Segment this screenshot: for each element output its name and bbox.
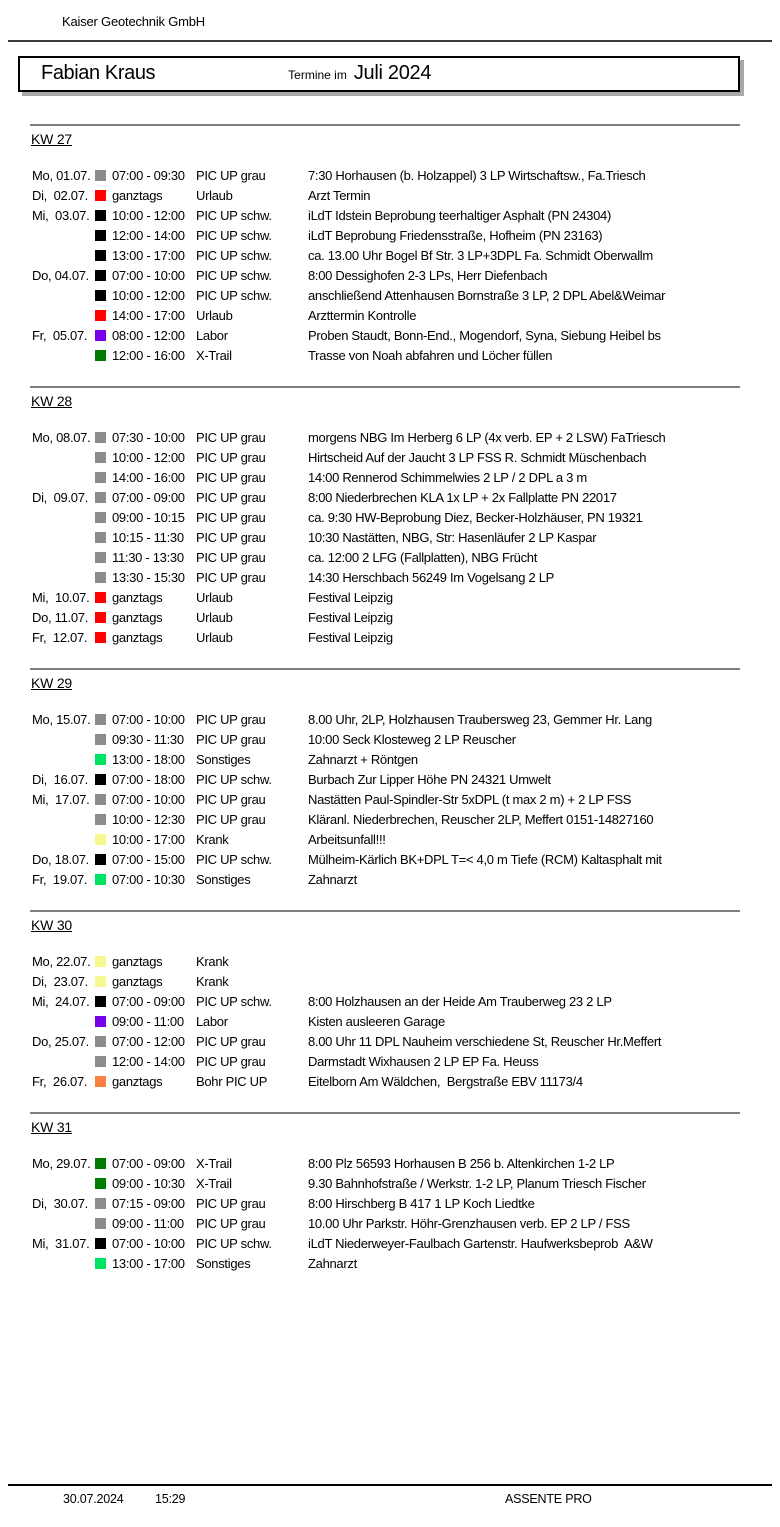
appointment-day: Di, 30.07. xyxy=(32,1196,88,1211)
appointment-row xyxy=(0,166,780,186)
footer-date: 30.07.2024 xyxy=(63,1492,124,1506)
appointment-time: 09:00 - 11:00 xyxy=(112,1014,184,1029)
appointment-time: ganztags xyxy=(112,590,163,605)
appointment-category: Labor xyxy=(196,328,228,343)
appointment-time: 07:30 - 10:00 xyxy=(112,430,185,445)
category-color-marker xyxy=(95,512,106,523)
appointment-category: X-Trail xyxy=(196,348,232,363)
category-color-marker xyxy=(95,834,106,845)
category-color-marker xyxy=(95,1198,106,1209)
appointment-category: Krank xyxy=(196,832,229,847)
appointment-time: ganztags xyxy=(112,188,163,203)
category-color-marker xyxy=(95,310,106,321)
appointment-time: 09:00 - 10:30 xyxy=(112,1176,185,1191)
appointment-day: Fr, 12.07. xyxy=(32,630,88,645)
appointment-category: PIC UP grau xyxy=(196,1034,266,1049)
appointment-time: 09:00 - 10:15 xyxy=(112,510,185,525)
category-color-marker xyxy=(95,250,106,261)
week-rule xyxy=(30,124,740,126)
appointment-row xyxy=(0,306,780,326)
appointment-day: Mi, 24.07. xyxy=(32,994,90,1009)
appointment-day: Do, 18.07. xyxy=(32,852,89,867)
appointment-description: ca. 13.00 Uhr Bogel Bf Str. 3 LP+3DPL Fa. Schmidt Oberwallm xyxy=(308,248,653,263)
appointment-row xyxy=(0,710,780,730)
category-color-marker xyxy=(95,1238,106,1249)
appointment-category: PIC UP grau xyxy=(196,530,266,545)
category-color-marker xyxy=(95,210,106,221)
appointment-category: PIC UP grau xyxy=(196,430,266,445)
appointment-day: Mo, 22.07. xyxy=(32,954,91,969)
appointment-time: 07:00 - 10:00 xyxy=(112,792,185,807)
category-color-marker xyxy=(95,432,106,443)
appointment-day: Mi, 03.07. xyxy=(32,208,90,223)
appointment-category: PIC UP schw. xyxy=(196,772,272,787)
appointment-day: Di, 02.07. xyxy=(32,188,88,203)
appointment-time: 13:00 - 18:00 xyxy=(112,752,185,767)
appointment-time: 12:00 - 16:00 xyxy=(112,348,185,363)
company-name: Kaiser Geotechnik GmbH xyxy=(62,14,205,29)
appointment-description: Kläranl. Niederbrechen, Reuscher 2LP, Meffert 0151-14827160 xyxy=(308,812,654,827)
appointment-row xyxy=(0,286,780,306)
appointment-row xyxy=(0,972,780,992)
category-color-marker xyxy=(95,976,106,987)
appointment-category: Sonstiges xyxy=(196,872,251,887)
week-section xyxy=(0,386,780,648)
appointment-row xyxy=(0,568,780,588)
footer-rule xyxy=(8,1484,772,1486)
week-rows xyxy=(0,952,780,1092)
category-color-marker xyxy=(95,632,106,643)
week-label: KW 30 xyxy=(31,917,73,933)
appointment-description: iLdT Beprobung Friedensstraße, Hofheim (PN 23163) xyxy=(308,228,603,243)
appointment-category: PIC UP schw. xyxy=(196,248,272,263)
appointment-row xyxy=(0,1174,780,1194)
week-section xyxy=(0,910,780,1092)
appointment-day: Do, 25.07. xyxy=(32,1034,89,1049)
appointment-description: Zahnarzt + Röntgen xyxy=(308,752,418,767)
appointment-description: Arzt Termin xyxy=(308,188,371,203)
appointment-day: Do, 04.07. xyxy=(32,268,89,283)
title-prefix: Termine im xyxy=(288,68,347,82)
week-rule xyxy=(30,386,740,388)
appointment-day: Mi, 17.07. xyxy=(32,792,90,807)
appointment-day: Mi, 31.07. xyxy=(32,1236,90,1251)
appointment-description: Mülheim-Kärlich BK+DPL T=< 4,0 m Tiefe (RCM) Kaltasphalt mit xyxy=(308,852,662,867)
appointment-time: 07:00 - 18:00 xyxy=(112,772,185,787)
week-section xyxy=(0,124,780,366)
appointment-day: Do, 11.07. xyxy=(32,610,89,625)
appointment-description: Arzttermin Kontrolle xyxy=(308,308,417,323)
category-color-marker xyxy=(95,472,106,483)
appointment-row xyxy=(0,1032,780,1052)
appointment-description: 8:00 Hirschberg B 417 1 LP Koch Liedtke xyxy=(308,1196,535,1211)
appointment-description: ca. 9:30 HW-Beprobung Diez, Becker-Holzhäuser, PN 19321 xyxy=(308,510,643,525)
appointment-time: 07:00 - 10:00 xyxy=(112,712,185,727)
appointment-category: PIC UP grau xyxy=(196,1054,266,1069)
appointment-day: Mo, 01.07. xyxy=(32,168,91,183)
appointment-row xyxy=(0,870,780,890)
appointment-description: 10:00 Seck Klosteweg 2 LP Reuscher xyxy=(308,732,516,747)
appointment-time: ganztags xyxy=(112,630,163,645)
appointment-description: Kisten ausleeren Garage xyxy=(308,1014,445,1029)
appointment-description: Nastätten Paul-Spindler-Str 5xDPL (t max 2 m) + 2 LP FSS xyxy=(308,792,632,807)
appointment-category: Sonstiges xyxy=(196,752,251,767)
appointment-category: Urlaub xyxy=(196,610,233,625)
appointment-row xyxy=(0,468,780,488)
appointment-time: 10:00 - 12:00 xyxy=(112,288,185,303)
appointment-time: 07:00 - 09:30 xyxy=(112,168,185,183)
category-color-marker xyxy=(95,1076,106,1087)
appointment-description: 14:30 Herschbach 56249 Im Vogelsang 2 LP xyxy=(308,570,555,585)
appointment-description: Zahnarzt xyxy=(308,872,357,887)
appointment-category: PIC UP grau xyxy=(196,792,266,807)
appointment-category: X-Trail xyxy=(196,1156,232,1171)
appointment-category: PIC UP schw. xyxy=(196,852,272,867)
appointment-time: 07:00 - 10:30 xyxy=(112,872,185,887)
appointment-description: 9.30 Bahnhofstraße / Werkstr. 1-2 LP, Planum Triesch Fischer xyxy=(308,1176,646,1191)
appointment-description: Trasse von Noah abfahren und Löcher füllen xyxy=(308,348,553,363)
appointment-description: iLdT Idstein Beprobung teerhaltiger Asphalt (PN 24304) xyxy=(308,208,611,223)
category-color-marker xyxy=(95,734,106,745)
appointment-row xyxy=(0,206,780,226)
appointment-time: 07:00 - 10:00 xyxy=(112,1236,185,1251)
week-rule xyxy=(30,910,740,912)
appointment-day: Fr, 05.07. xyxy=(32,328,88,343)
appointment-category: Urlaub xyxy=(196,308,233,323)
week-section xyxy=(0,1112,780,1274)
week-label: KW 29 xyxy=(31,675,73,691)
appointment-time: 08:00 - 12:00 xyxy=(112,328,185,343)
appointment-category: PIC UP grau xyxy=(196,812,266,827)
appointment-day: Fr, 19.07. xyxy=(32,872,88,887)
appointment-time: 07:00 - 12:00 xyxy=(112,1034,185,1049)
appointment-time: 07:00 - 09:00 xyxy=(112,1156,185,1171)
appointment-category: PIC UP schw. xyxy=(196,228,272,243)
category-color-marker xyxy=(95,714,106,725)
appointment-row xyxy=(0,730,780,750)
appointment-time: 09:30 - 11:30 xyxy=(112,732,184,747)
appointment-row xyxy=(0,1194,780,1214)
category-color-marker xyxy=(95,1218,106,1229)
appointment-row xyxy=(0,952,780,972)
appointment-description: 8:00 Holzhausen an der Heide Am Trauberweg 23 2 LP xyxy=(308,994,612,1009)
appointment-description: 8.00 Uhr, 2LP, Holzhausen Traubersweg 23, Gemmer Hr. Lang xyxy=(308,712,652,727)
footer xyxy=(0,1492,780,1510)
appointment-row xyxy=(0,588,780,608)
appointment-time: 12:00 - 14:00 xyxy=(112,1054,185,1069)
appointment-row xyxy=(0,266,780,286)
appointment-row xyxy=(0,488,780,508)
appointment-time: 09:00 - 11:00 xyxy=(112,1216,184,1231)
appointment-description: 10:30 Nastätten, NBG, Str: Hasenläufer 2 LP Kaspar xyxy=(308,530,597,545)
appointment-description: Zahnarzt xyxy=(308,1256,357,1271)
appointment-description: 8.00 Uhr 11 DPL Nauheim verschiedene St, Reuscher Hr.Meffert xyxy=(308,1034,662,1049)
week-rows xyxy=(0,710,780,890)
appointment-day: Mo, 29.07. xyxy=(32,1156,91,1171)
appointment-time: 10:00 - 17:00 xyxy=(112,832,185,847)
category-color-marker xyxy=(95,592,106,603)
category-color-marker xyxy=(95,170,106,181)
appointment-row xyxy=(0,628,780,648)
appointment-time: 10:15 - 11:30 xyxy=(112,530,184,545)
category-color-marker xyxy=(95,774,106,785)
appointment-row xyxy=(0,428,780,448)
appointment-day: Di, 09.07. xyxy=(32,490,88,505)
appointment-category: PIC UP schw. xyxy=(196,268,272,283)
category-color-marker xyxy=(95,754,106,765)
appointment-row xyxy=(0,186,780,206)
week-label: KW 31 xyxy=(31,1119,73,1135)
appointment-category: Bohr PIC UP xyxy=(196,1074,268,1089)
appointment-time: 07:00 - 09:00 xyxy=(112,994,185,1009)
appointment-day: Mi, 10.07. xyxy=(32,590,90,605)
appointment-row xyxy=(0,508,780,528)
appointment-description: 10.00 Uhr Parkstr. Höhr-Grenzhausen verb. EP 2 LP / FSS xyxy=(308,1216,630,1231)
appointment-category: PIC UP schw. xyxy=(196,1236,272,1251)
appointment-description: Eitelborn Am Wäldchen, Bergstraße EBV 11173/4 xyxy=(308,1074,583,1089)
appointment-category: Krank xyxy=(196,954,229,969)
appointment-category: PIC UP grau xyxy=(196,1196,266,1211)
appointment-category: PIC UP grau xyxy=(196,570,266,585)
appointment-time: 13:30 - 15:30 xyxy=(112,570,185,585)
appointment-category: PIC UP schw. xyxy=(196,288,272,303)
appointment-row xyxy=(0,226,780,246)
category-color-marker xyxy=(95,956,106,967)
appointment-category: Krank xyxy=(196,974,229,989)
appointment-time: ganztags xyxy=(112,1074,163,1089)
appointment-time: 10:00 - 12:00 xyxy=(112,208,185,223)
appointment-time: 13:00 - 17:00 xyxy=(112,248,185,263)
header-rule xyxy=(8,40,772,42)
category-color-marker xyxy=(95,190,106,201)
appointment-category: Urlaub xyxy=(196,630,233,645)
category-color-marker xyxy=(95,874,106,885)
category-color-marker xyxy=(95,1056,106,1067)
appointment-row xyxy=(0,548,780,568)
week-rule xyxy=(30,668,740,670)
appointment-category: PIC UP grau xyxy=(196,1216,266,1231)
appointment-row xyxy=(0,448,780,468)
appointment-row xyxy=(0,346,780,366)
week-label: KW 27 xyxy=(31,131,73,147)
appointment-description: iLdT Niederweyer-Faulbach Gartenstr. Haufwerksbeprob A&W xyxy=(308,1236,653,1251)
category-color-marker xyxy=(95,1158,106,1169)
appointment-time: 07:00 - 10:00 xyxy=(112,268,185,283)
appointment-description: Festival Leipzig xyxy=(308,610,393,625)
appointment-description: 14:00 Rennerod Schimmelwies 2 LP / 2 DPL a 3 m xyxy=(308,470,587,485)
appointment-row xyxy=(0,850,780,870)
category-color-marker xyxy=(95,552,106,563)
appointment-category: Urlaub xyxy=(196,188,233,203)
category-color-marker xyxy=(95,1258,106,1269)
appointment-row xyxy=(0,790,780,810)
appointment-row xyxy=(0,1012,780,1032)
appointment-time: 07:00 - 09:00 xyxy=(112,490,185,505)
appointment-description: Proben Staudt, Bonn-End., Mogendorf, Syna, Siebung Heibel bs xyxy=(308,328,661,343)
appointment-row xyxy=(0,1214,780,1234)
person-name: Fabian Kraus xyxy=(41,62,156,84)
appointment-category: Labor xyxy=(196,1014,228,1029)
appointment-description: morgens NBG Im Herberg 6 LP (4x verb. EP + 2 LSW) FaTriesch xyxy=(308,430,666,445)
appointment-day: Di, 23.07. xyxy=(32,974,88,989)
category-color-marker xyxy=(95,350,106,361)
appointment-category: PIC UP grau xyxy=(196,732,266,747)
category-color-marker xyxy=(95,270,106,281)
appointment-row xyxy=(0,1052,780,1072)
weeks-container xyxy=(0,124,780,1294)
appointment-category: PIC UP grau xyxy=(196,550,266,565)
appointment-time: 11:30 - 13:30 xyxy=(112,550,184,565)
appointment-row xyxy=(0,1072,780,1092)
appointment-description: anschließend Attenhausen Bornstraße 3 LP, 2 DPL Abel&Weimar xyxy=(308,288,666,303)
appointment-description: 8:00 Niederbrechen KLA 1x LP + 2x Fallplatte PN 22017 xyxy=(308,490,617,505)
footer-time: 15:29 xyxy=(155,1492,186,1506)
week-section xyxy=(0,668,780,890)
appointment-description: 7:30 Horhausen (b. Holzappel) 3 LP Wirtschaftsw., Fa.Triesch xyxy=(308,168,646,183)
appointment-row xyxy=(0,608,780,628)
category-color-marker xyxy=(95,492,106,503)
appointment-category: PIC UP grau xyxy=(196,712,266,727)
appointment-time: 13:00 - 17:00 xyxy=(112,1256,185,1271)
appointment-category: PIC UP grau xyxy=(196,450,266,465)
appointment-row xyxy=(0,326,780,346)
category-color-marker xyxy=(95,996,106,1007)
appointment-time: 10:00 - 12:30 xyxy=(112,812,185,827)
appointment-row xyxy=(0,1234,780,1254)
week-rows xyxy=(0,1154,780,1274)
appointment-category: Sonstiges xyxy=(196,1256,251,1271)
appointment-category: PIC UP grau xyxy=(196,168,266,183)
appointment-day: Di, 16.07. xyxy=(32,772,88,787)
appointment-time: ganztags xyxy=(112,610,163,625)
appointment-time: 10:00 - 12:00 xyxy=(112,450,185,465)
appointment-row xyxy=(0,810,780,830)
appointment-time: ganztags xyxy=(112,974,163,989)
appointment-category: PIC UP grau xyxy=(196,510,266,525)
category-color-marker xyxy=(95,290,106,301)
appointment-time: 14:00 - 17:00 xyxy=(112,308,185,323)
appointment-day: Fr, 26.07. xyxy=(32,1074,88,1089)
category-color-marker xyxy=(95,814,106,825)
appointment-time: 14:00 - 16:00 xyxy=(112,470,185,485)
appointment-time: 07:15 - 09:00 xyxy=(112,1196,185,1211)
appointment-row xyxy=(0,1254,780,1274)
appointment-description: Festival Leipzig xyxy=(308,630,393,645)
category-color-marker xyxy=(95,612,106,623)
appointment-category: PIC UP grau xyxy=(196,470,266,485)
category-color-marker xyxy=(95,794,106,805)
appointment-day: Mo, 15.07. xyxy=(32,712,91,727)
category-color-marker xyxy=(95,1036,106,1047)
appointment-description: Burbach Zur Lipper Höhe PN 24321 Umwelt xyxy=(308,772,551,787)
category-color-marker xyxy=(95,330,106,341)
title-month: Juli 2024 xyxy=(353,62,432,84)
category-color-marker xyxy=(95,1178,106,1189)
appointment-description: 8:00 Plz 56593 Horhausen B 256 b. Altenkirchen 1-2 LP xyxy=(308,1156,615,1171)
app-name: ASSENTE PRO xyxy=(505,1492,592,1506)
appointment-row xyxy=(0,750,780,770)
appointment-row xyxy=(0,528,780,548)
appointment-row xyxy=(0,830,780,850)
category-color-marker xyxy=(95,532,106,543)
category-color-marker xyxy=(95,854,106,865)
appointment-time: 12:00 - 14:00 xyxy=(112,228,185,243)
appointment-description: ca. 12:00 2 LFG (Fallplatten), NBG Frücht xyxy=(308,550,538,565)
appointment-day: Mo, 08.07. xyxy=(32,430,91,445)
appointment-category: Urlaub xyxy=(196,590,233,605)
week-rows xyxy=(0,166,780,366)
week-rows xyxy=(0,428,780,648)
appointment-description: Arbeitsunfall!!! xyxy=(308,832,386,847)
appointment-description: 8:00 Dessighofen 2-3 LPs, Herr Diefenbach xyxy=(308,268,548,283)
category-color-marker xyxy=(95,572,106,583)
appointment-description: Hirtscheid Auf der Jaucht 3 LP FSS R. Schmidt Müschenbach xyxy=(308,450,647,465)
category-color-marker xyxy=(95,452,106,463)
appointment-category: PIC UP schw. xyxy=(196,994,272,1009)
appointment-time: 07:00 - 15:00 xyxy=(112,852,185,867)
appointment-description: Festival Leipzig xyxy=(308,590,393,605)
appointment-row xyxy=(0,992,780,1012)
appointment-category: PIC UP schw. xyxy=(196,208,272,223)
appointment-description: Darmstadt Wixhausen 2 LP EP Fa. Heuss xyxy=(308,1054,539,1069)
week-label: KW 28 xyxy=(31,393,73,409)
category-color-marker xyxy=(95,1016,106,1027)
week-rule xyxy=(30,1112,740,1114)
appointment-row xyxy=(0,246,780,266)
appointment-category: X-Trail xyxy=(196,1176,232,1191)
category-color-marker xyxy=(95,230,106,241)
appointment-row xyxy=(0,770,780,790)
appointment-time: ganztags xyxy=(112,954,163,969)
appointment-category: PIC UP grau xyxy=(196,490,266,505)
title-box xyxy=(18,56,740,92)
appointment-row xyxy=(0,1154,780,1174)
